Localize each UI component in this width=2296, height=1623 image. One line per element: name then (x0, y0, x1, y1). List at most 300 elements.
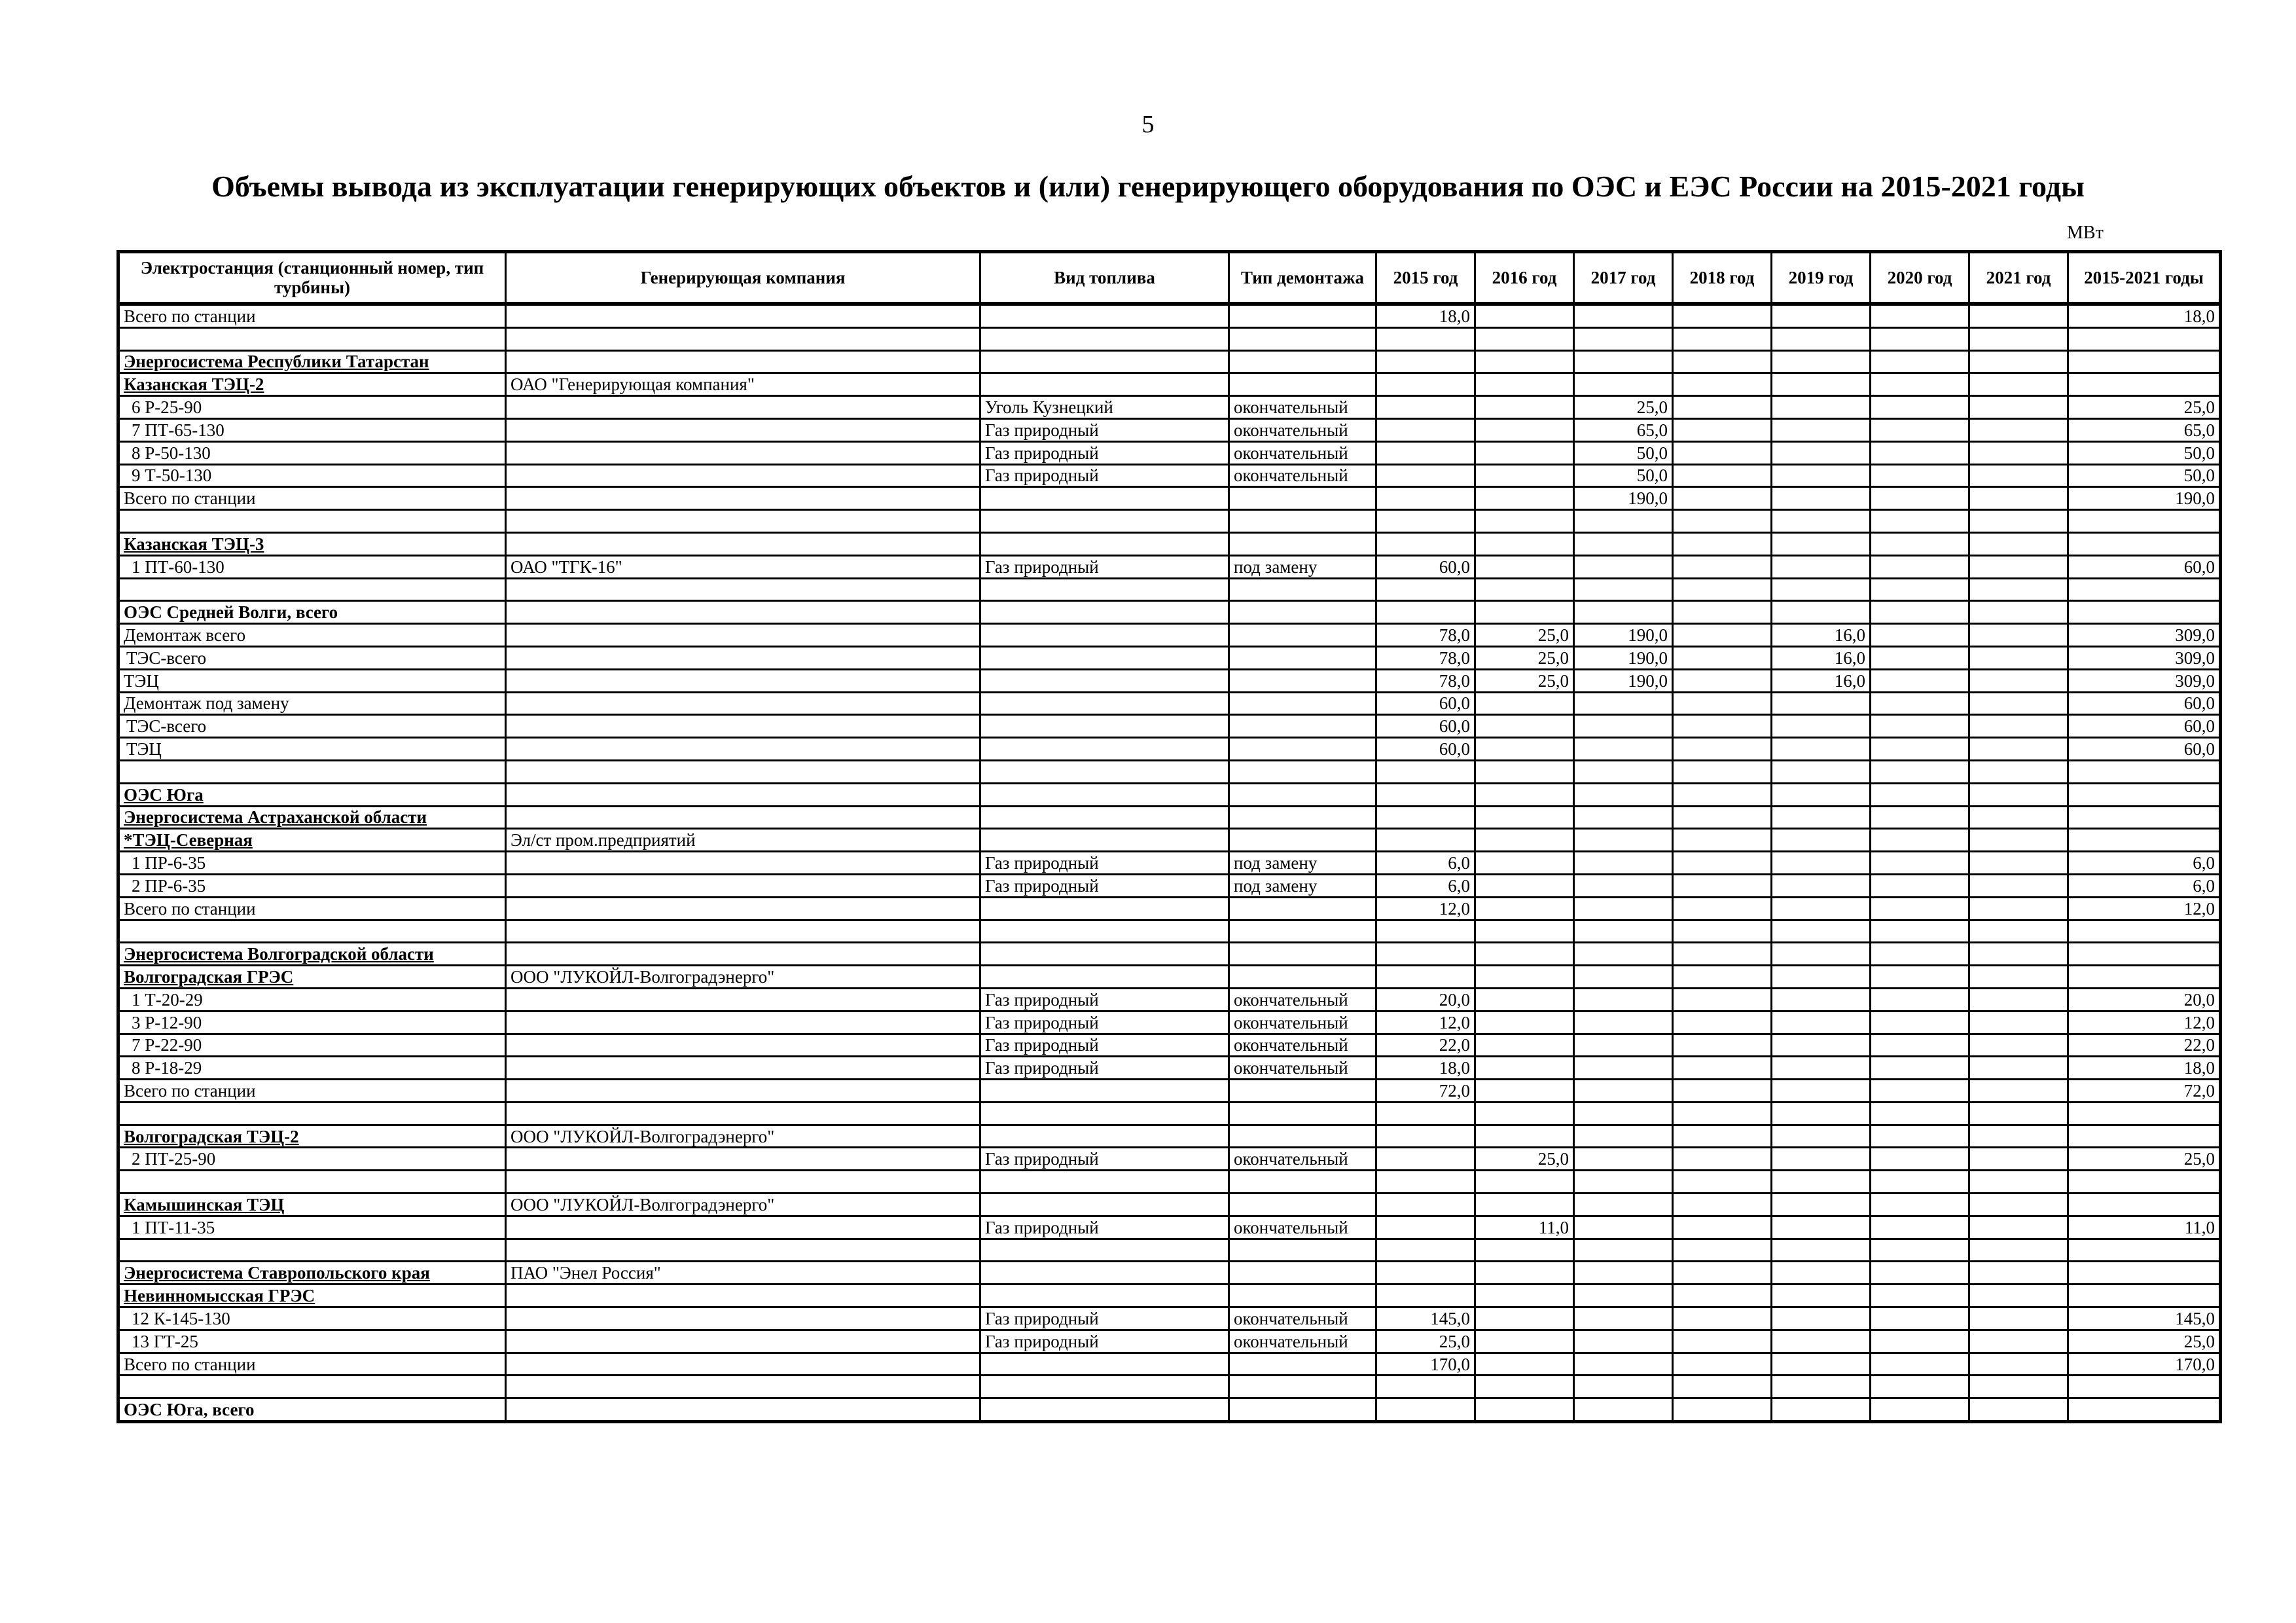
company-cell: ОАО "ТГК-16" (506, 555, 980, 578)
year-2017-cell: 50,0 (1574, 464, 1673, 487)
station-cell: 1 ПТ-60-130 (118, 555, 506, 578)
year-2017-cell (1574, 943, 1673, 966)
header-2015: 2015 год (1376, 252, 1475, 304)
year-2017-cell (1574, 1171, 1673, 1194)
total-cell: 22,0 (2068, 1034, 2221, 1057)
year-2020-cell (1871, 1262, 1969, 1285)
year-2020-cell (1871, 829, 1969, 852)
year-2016-cell (1475, 1194, 1574, 1216)
dismantle-type-cell (1229, 669, 1376, 692)
header-dismantle-type: Тип демонтажа (1229, 252, 1376, 304)
year-2016-cell: 25,0 (1475, 624, 1574, 647)
table-row (118, 783, 2221, 806)
year-2021-cell (1969, 943, 2068, 966)
year-2019-cell (1772, 1262, 1871, 1285)
year-2018-cell (1673, 1194, 1772, 1216)
table-row (118, 1011, 2221, 1034)
units-label: МВт (2067, 223, 2104, 243)
year-2021-cell (1969, 692, 2068, 715)
company-cell (506, 760, 980, 783)
year-2016-cell (1475, 829, 1574, 852)
year-2015-cell (1376, 1262, 1475, 1285)
year-2016-cell (1475, 304, 1574, 327)
fuel-cell (980, 510, 1229, 533)
table-row (118, 943, 2221, 966)
year-2016-cell (1475, 783, 1574, 806)
table-row (118, 1057, 2221, 1080)
station-cell: 1 ПТ-11-35 (118, 1216, 506, 1239)
year-2020-cell (1871, 1330, 1969, 1353)
year-2016-cell (1475, 487, 1574, 510)
table-row (118, 920, 2221, 943)
year-2015-cell (1376, 578, 1475, 601)
year-2016-cell (1475, 418, 1574, 441)
fuel-cell (980, 1125, 1229, 1148)
total-cell: 72,0 (2068, 1080, 2221, 1103)
year-2021-cell (1969, 510, 2068, 533)
fuel-cell (980, 532, 1229, 555)
year-2015-cell: 60,0 (1376, 715, 1475, 738)
station-cell: 7 ПТ-65-130 (118, 418, 506, 441)
station-cell: 2 ПТ-25-90 (118, 1148, 506, 1171)
year-2017-cell: 190,0 (1574, 669, 1673, 692)
year-2015-cell: 78,0 (1376, 646, 1475, 669)
year-2021-cell (1969, 1216, 2068, 1239)
dismantle-type-cell (1229, 966, 1376, 989)
total-cell (2068, 1239, 2221, 1262)
year-2016-cell (1475, 897, 1574, 920)
year-2018-cell (1673, 396, 1772, 419)
year-2017-cell: 65,0 (1574, 418, 1673, 441)
header-station: Электростанция (станционный номер, тип турбины) (118, 252, 506, 304)
year-2020-cell (1871, 738, 1969, 761)
year-2016-cell (1475, 1057, 1574, 1080)
year-2018-cell (1673, 1353, 1772, 1376)
year-2018-cell (1673, 1011, 1772, 1034)
year-2016-cell (1475, 1034, 1574, 1057)
year-2021-cell (1969, 806, 2068, 829)
year-2021-cell (1969, 396, 2068, 419)
table-row (118, 1239, 2221, 1262)
company-cell (506, 327, 980, 350)
year-2021-cell (1969, 532, 2068, 555)
total-cell (2068, 1171, 2221, 1194)
fuel-cell (980, 327, 1229, 350)
header-2016: 2016 год (1475, 252, 1574, 304)
year-2015-cell (1376, 806, 1475, 829)
year-2020-cell (1871, 1102, 1969, 1125)
station-cell: Энергосистема Ставропольского края (118, 1262, 506, 1285)
year-2020-cell (1871, 1239, 1969, 1262)
year-2020-cell (1871, 510, 1969, 533)
year-2017-cell (1574, 1216, 1673, 1239)
header-2018: 2018 год (1673, 252, 1772, 304)
table-row (118, 624, 2221, 647)
year-2016-cell (1475, 601, 1574, 624)
year-2017-cell (1574, 510, 1673, 533)
fuel-cell (980, 692, 1229, 715)
year-2018-cell (1673, 966, 1772, 989)
station-cell: ТЭЦ (118, 669, 506, 692)
dismantle-type-cell (1229, 829, 1376, 852)
year-2021-cell (1969, 1262, 2068, 1285)
dismantle-type-cell (1229, 920, 1376, 943)
station-cell: ОЭС Юга (118, 783, 506, 806)
year-2021-cell (1969, 1148, 2068, 1171)
station-cell (118, 1171, 506, 1194)
total-cell (2068, 350, 2221, 373)
table-row (118, 760, 2221, 783)
total-cell: 20,0 (2068, 988, 2221, 1011)
year-2020-cell (1871, 578, 1969, 601)
year-2016-cell (1475, 1239, 1574, 1262)
year-2016-cell (1475, 715, 1574, 738)
station-cell: 8 Р-18-29 (118, 1057, 506, 1080)
station-cell: ТЭС-всего (118, 715, 506, 738)
dismantle-type-cell: окончательный (1229, 1034, 1376, 1057)
dismantle-type-cell (1229, 943, 1376, 966)
total-cell: 6,0 (2068, 852, 2221, 875)
year-2019-cell (1772, 532, 1871, 555)
year-2015-cell (1376, 418, 1475, 441)
total-cell (2068, 966, 2221, 989)
year-2019-cell: 16,0 (1772, 646, 1871, 669)
total-cell: 145,0 (2068, 1307, 2221, 1330)
year-2017-cell (1574, 692, 1673, 715)
table-row (118, 1262, 2221, 1285)
year-2021-cell (1969, 874, 2068, 897)
total-cell (2068, 373, 2221, 396)
table-row (118, 1216, 2221, 1239)
fuel-cell (980, 1194, 1229, 1216)
year-2019-cell (1772, 418, 1871, 441)
total-cell (2068, 1125, 2221, 1148)
year-2017-cell (1574, 1102, 1673, 1125)
year-2017-cell (1574, 1398, 1673, 1422)
year-2019-cell (1772, 1148, 1871, 1171)
year-2021-cell (1969, 624, 2068, 647)
station-cell: Демонтаж всего (118, 624, 506, 647)
year-2020-cell (1871, 1171, 1969, 1194)
year-2015-cell (1376, 829, 1475, 852)
year-2019-cell (1772, 920, 1871, 943)
dismantle-type-cell: под замену (1229, 555, 1376, 578)
year-2015-cell (1376, 1285, 1475, 1307)
year-2018-cell (1673, 829, 1772, 852)
year-2019-cell (1772, 1194, 1871, 1216)
table-row (118, 1034, 2221, 1057)
station-cell (118, 510, 506, 533)
fuel-cell (980, 1102, 1229, 1125)
year-2016-cell (1475, 350, 1574, 373)
company-cell (506, 396, 980, 419)
year-2021-cell (1969, 1171, 2068, 1194)
header-fuel: Вид топлива (980, 252, 1229, 304)
fuel-cell (980, 624, 1229, 647)
year-2015-cell (1376, 1194, 1475, 1216)
total-cell: 50,0 (2068, 464, 2221, 487)
header-company: Генерирующая компания (506, 252, 980, 304)
year-2018-cell (1673, 646, 1772, 669)
year-2017-cell (1574, 988, 1673, 1011)
year-2019-cell (1772, 396, 1871, 419)
company-cell (506, 1285, 980, 1307)
company-cell (506, 783, 980, 806)
table-row (118, 988, 2221, 1011)
fuel-cell (980, 806, 1229, 829)
station-cell (118, 760, 506, 783)
station-cell (118, 920, 506, 943)
year-2015-cell (1376, 373, 1475, 396)
year-2021-cell (1969, 464, 2068, 487)
year-2021-cell (1969, 304, 2068, 327)
year-2019-cell: 16,0 (1772, 669, 1871, 692)
total-cell (2068, 1376, 2221, 1398)
year-2017-cell (1574, 1353, 1673, 1376)
company-cell (506, 441, 980, 464)
year-2016-cell (1475, 441, 1574, 464)
year-2017-cell (1574, 350, 1673, 373)
year-2018-cell (1673, 441, 1772, 464)
year-2020-cell (1871, 897, 1969, 920)
dismantle-type-cell (1229, 601, 1376, 624)
year-2019-cell (1772, 1080, 1871, 1103)
year-2021-cell (1969, 350, 2068, 373)
year-2017-cell (1574, 1011, 1673, 1034)
year-2017-cell (1574, 1262, 1673, 1285)
year-2020-cell (1871, 555, 1969, 578)
year-2018-cell (1673, 738, 1772, 761)
year-2016-cell (1475, 1125, 1574, 1148)
year-2017-cell (1574, 1057, 1673, 1080)
year-2021-cell (1969, 852, 2068, 875)
year-2020-cell (1871, 418, 1969, 441)
year-2015-cell (1376, 464, 1475, 487)
company-cell: ООО "ЛУКОЙЛ-Волгоградэнерго" (506, 1194, 980, 1216)
fuel-cell (980, 487, 1229, 510)
station-cell: Демонтаж под замену (118, 692, 506, 715)
fuel-cell: Газ природный (980, 1307, 1229, 1330)
total-cell (2068, 783, 2221, 806)
year-2019-cell (1772, 966, 1871, 989)
station-cell: *ТЭЦ-Северная (118, 829, 506, 852)
year-2015-cell: 78,0 (1376, 669, 1475, 692)
year-2019-cell (1772, 1057, 1871, 1080)
station-cell: ТЭС-всего (118, 646, 506, 669)
station-cell: ОЭС Средней Волги, всего (118, 601, 506, 624)
year-2018-cell (1673, 1216, 1772, 1239)
year-2016-cell (1475, 806, 1574, 829)
year-2018-cell (1673, 760, 1772, 783)
dismantle-type-cell: под замену (1229, 852, 1376, 875)
year-2020-cell (1871, 715, 1969, 738)
year-2018-cell (1673, 920, 1772, 943)
total-cell (2068, 532, 2221, 555)
fuel-cell: Газ природный (980, 441, 1229, 464)
table-row (118, 852, 2221, 875)
dismantle-type-cell (1229, 692, 1376, 715)
year-2016-cell (1475, 1353, 1574, 1376)
year-2020-cell (1871, 487, 1969, 510)
fuel-cell (980, 578, 1229, 601)
year-2017-cell: 25,0 (1574, 396, 1673, 419)
company-cell (506, 852, 980, 875)
year-2021-cell (1969, 1376, 2068, 1398)
table-row (118, 418, 2221, 441)
year-2020-cell (1871, 1011, 1969, 1034)
fuel-cell (980, 304, 1229, 327)
year-2017-cell (1574, 1125, 1673, 1148)
fuel-cell (980, 966, 1229, 989)
year-2018-cell (1673, 1102, 1772, 1125)
year-2021-cell (1969, 373, 2068, 396)
year-2017-cell: 190,0 (1574, 487, 1673, 510)
year-2017-cell (1574, 532, 1673, 555)
year-2018-cell (1673, 943, 1772, 966)
year-2018-cell (1673, 578, 1772, 601)
fuel-cell (980, 715, 1229, 738)
year-2017-cell (1574, 897, 1673, 920)
year-2015-cell (1376, 510, 1475, 533)
fuel-cell: Газ природный (980, 1216, 1229, 1239)
year-2019-cell (1772, 988, 1871, 1011)
year-2018-cell (1673, 304, 1772, 327)
year-2020-cell (1871, 1307, 1969, 1330)
station-cell (118, 578, 506, 601)
fuel-cell: Газ природный (980, 874, 1229, 897)
year-2015-cell (1376, 1216, 1475, 1239)
year-2016-cell (1475, 464, 1574, 487)
year-2016-cell: 11,0 (1475, 1216, 1574, 1239)
year-2017-cell (1574, 920, 1673, 943)
year-2019-cell (1772, 1034, 1871, 1057)
year-2020-cell (1871, 988, 1969, 1011)
year-2015-cell: 12,0 (1376, 1011, 1475, 1034)
total-cell: 12,0 (2068, 897, 2221, 920)
table-row (118, 601, 2221, 624)
dismantle-type-cell (1229, 1080, 1376, 1103)
year-2019-cell (1772, 373, 1871, 396)
fuel-cell (980, 943, 1229, 966)
year-2017-cell (1574, 1330, 1673, 1353)
year-2021-cell (1969, 1080, 2068, 1103)
year-2017-cell (1574, 304, 1673, 327)
company-cell (506, 943, 980, 966)
total-cell: 12,0 (2068, 1011, 2221, 1034)
table-row (118, 874, 2221, 897)
fuel-cell: Газ природный (980, 852, 1229, 875)
year-2021-cell (1969, 555, 2068, 578)
year-2017-cell (1574, 1307, 1673, 1330)
dismantle-type-cell (1229, 1353, 1376, 1376)
company-cell: ООО "ЛУКОЙЛ-Волгоградэнерго" (506, 966, 980, 989)
dismantle-type-cell (1229, 1102, 1376, 1125)
table-row (118, 396, 2221, 419)
year-2019-cell (1772, 1011, 1871, 1034)
year-2015-cell (1376, 920, 1475, 943)
year-2016-cell (1475, 874, 1574, 897)
dismantle-type-cell (1229, 373, 1376, 396)
year-2021-cell (1969, 738, 2068, 761)
total-cell (2068, 1285, 2221, 1307)
year-2016-cell (1475, 1307, 1574, 1330)
year-2016-cell (1475, 1285, 1574, 1307)
year-2021-cell (1969, 1034, 2068, 1057)
year-2016-cell (1475, 396, 1574, 419)
total-cell (2068, 327, 2221, 350)
company-cell (506, 510, 980, 533)
table-row (118, 373, 2221, 396)
year-2017-cell (1574, 874, 1673, 897)
year-2019-cell (1772, 350, 1871, 373)
year-2021-cell (1969, 1353, 2068, 1376)
year-2016-cell (1475, 1376, 1574, 1398)
company-cell (506, 806, 980, 829)
year-2015-cell: 20,0 (1376, 988, 1475, 1011)
total-cell (2068, 1262, 2221, 1285)
year-2021-cell (1969, 920, 2068, 943)
table-row (118, 510, 2221, 533)
company-cell (506, 487, 980, 510)
station-cell: Казанская ТЭЦ-3 (118, 532, 506, 555)
year-2020-cell (1871, 966, 1969, 989)
station-cell: Энергосистема Республики Татарстан (118, 350, 506, 373)
company-cell (506, 1216, 980, 1239)
dismantle-type-cell (1229, 1239, 1376, 1262)
year-2019-cell (1772, 852, 1871, 875)
station-cell: 1 Т-20-29 (118, 988, 506, 1011)
company-cell (506, 464, 980, 487)
company-cell (506, 646, 980, 669)
year-2017-cell (1574, 555, 1673, 578)
year-2018-cell (1673, 555, 1772, 578)
year-2015-cell: 60,0 (1376, 692, 1475, 715)
year-2021-cell (1969, 1285, 2068, 1307)
year-2016-cell (1475, 738, 1574, 761)
year-2017-cell (1574, 1080, 1673, 1103)
year-2017-cell (1574, 1239, 1673, 1262)
year-2020-cell (1871, 624, 1969, 647)
year-2020-cell (1871, 532, 1969, 555)
table-row (118, 829, 2221, 852)
year-2015-cell: 78,0 (1376, 624, 1475, 647)
year-2021-cell (1969, 578, 2068, 601)
year-2018-cell (1673, 1239, 1772, 1262)
dismantle-type-cell: окончательный (1229, 1216, 1376, 1239)
table-row (118, 1125, 2221, 1148)
total-cell: 18,0 (2068, 304, 2221, 327)
fuel-cell (980, 760, 1229, 783)
total-cell (2068, 1102, 2221, 1125)
company-cell (506, 1011, 980, 1034)
dismantle-type-cell (1229, 1398, 1376, 1422)
year-2018-cell (1673, 373, 1772, 396)
year-2015-cell: 60,0 (1376, 555, 1475, 578)
fuel-cell: Газ природный (980, 1011, 1229, 1034)
company-cell (506, 1398, 980, 1422)
year-2020-cell (1871, 852, 1969, 875)
year-2021-cell (1969, 966, 2068, 989)
year-2019-cell (1772, 829, 1871, 852)
year-2020-cell (1871, 601, 1969, 624)
year-2020-cell (1871, 692, 1969, 715)
year-2021-cell (1969, 1057, 2068, 1080)
year-2015-cell: 22,0 (1376, 1034, 1475, 1057)
year-2021-cell (1969, 1398, 2068, 1422)
year-2018-cell (1673, 1262, 1772, 1285)
year-2019-cell (1772, 874, 1871, 897)
fuel-cell (980, 350, 1229, 373)
